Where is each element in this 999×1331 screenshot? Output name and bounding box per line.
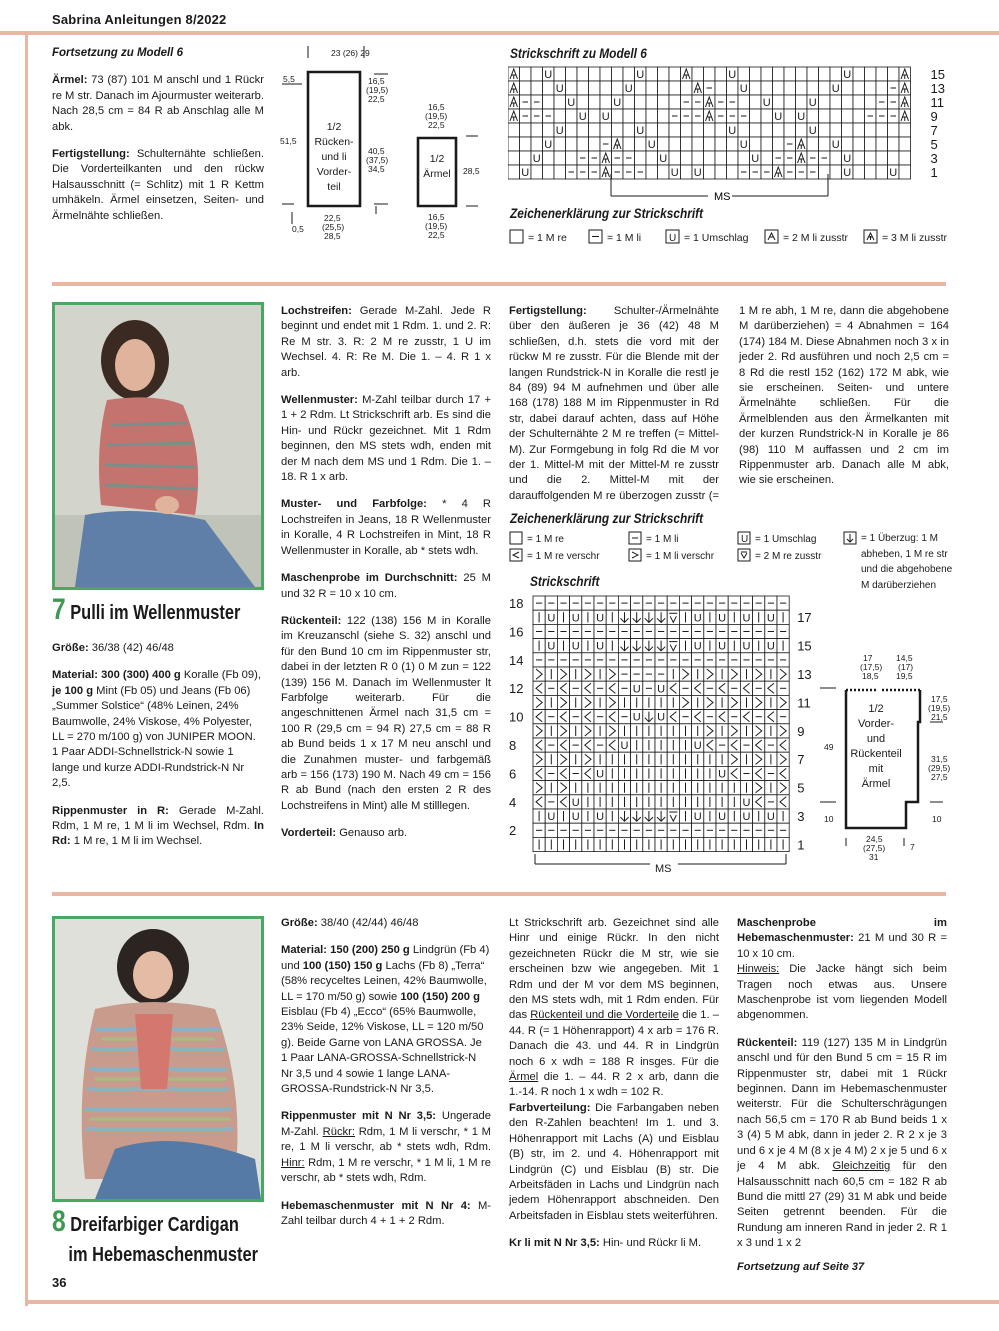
continuation-column bbox=[52, 46, 264, 236]
schematic7-right-top-0: 17,5 bbox=[931, 694, 948, 704]
model7-chart-ms-label: MS bbox=[655, 863, 672, 875]
svg-text:U: U bbox=[571, 612, 580, 625]
model7-chart-row-right: 3 bbox=[797, 809, 805, 824]
chart6-legend-4: = 3 M li zusstr bbox=[882, 232, 948, 244]
svg-text:U: U bbox=[657, 683, 666, 696]
chart6-row-number: 3 bbox=[930, 151, 938, 166]
svg-text:U: U bbox=[555, 83, 564, 95]
svg-text:U: U bbox=[797, 111, 806, 123]
svg-text:U: U bbox=[601, 111, 610, 123]
svg-text:U: U bbox=[521, 167, 530, 179]
schematic6-sleeve-bottom-2: 22,5 bbox=[428, 230, 445, 240]
model7-chart-row-left: 4 bbox=[509, 794, 517, 810]
separator-1 bbox=[52, 282, 946, 286]
model7-chart-row-right: 5 bbox=[797, 780, 805, 796]
svg-text:U: U bbox=[831, 83, 840, 95]
model7-legend-0: = 1 M re bbox=[527, 534, 564, 545]
svg-text:U: U bbox=[571, 640, 580, 653]
schematic7-top-right-1: (17) bbox=[898, 662, 914, 672]
svg-text:U: U bbox=[742, 612, 751, 625]
svg-text:U: U bbox=[742, 796, 751, 809]
chart6-row-number: 5 bbox=[930, 137, 938, 152]
svg-text:U: U bbox=[632, 683, 641, 696]
svg-text:U: U bbox=[693, 612, 702, 625]
schematic6-sleeve-bottom-0: 16,5 bbox=[428, 212, 445, 222]
svg-text:U: U bbox=[596, 811, 605, 824]
svg-text:U: U bbox=[728, 69, 737, 81]
svg-text:U: U bbox=[774, 111, 783, 123]
model8-rueckenteil: Rückenteil: 119 (127) 135 M in Lindgrün anschl und für den Bund 5 cm = 15 R im Rippenmuster str, dabei mit 1 Rückr beginnen. Dann im Hebemaschenmuster weiterstr. Für die Schulterschrägungen nach 56,5 cm = 170 R ab Bund beids 1 x 3 (4) 5 M abk, dann in jeder 2. R 2 x je 3 und 6 x je 4 M (8 x je 4 M) 2 x je 5 und 6 x je 4 M abk. Gleichzeitig für den Halsausschnitt nach 60,5 cm = 182 R ab Bund die mittl 27 (29) 31 M abk und beide Seiten getrennt beenden. Für die Rundung am inneren Rand in jeder 2. R 1 x 3 und 1 x 2 bbox=[737, 1036, 948, 1250]
chart6-row-number: 15 bbox=[930, 67, 945, 82]
model7-rippenmuster: Rippenmuster in R: Gerade M-Zahl. Rdm, 1 M re, 1 M li im Wechsel, Rdm. In Rd: 1 M re, 1 M li im Wechsel. bbox=[52, 804, 264, 848]
model8-rippenmuster: Rippenmuster mit N Nr 3,5: Ungerade M-Zahl. Rückr: Rdm, 1 M li verschr, * 1 M re, 1 M li verschr, ab * stets wdh, Rdm. Hinr: Rdm, 1 M re verschr, * 1 M li, 1 M re verschr, ab * stets wdh, Rdm. bbox=[281, 1110, 492, 1185]
svg-text:U: U bbox=[718, 768, 727, 781]
model7-chart-row-left: 18 bbox=[509, 596, 524, 611]
svg-text:U: U bbox=[693, 167, 702, 179]
model7-legend-4: = 1 M re verschr bbox=[527, 551, 600, 562]
svg-text:U: U bbox=[889, 167, 898, 179]
schematic6-bottom-1: (25,5) bbox=[322, 222, 345, 232]
model8-continued: Fortsetzung auf Seite 37 bbox=[737, 1260, 865, 1273]
svg-text:U: U bbox=[547, 612, 556, 625]
schematic7-top-left-2: 18,5 bbox=[862, 671, 879, 681]
svg-text:U: U bbox=[567, 97, 576, 109]
schematic7-label-5: Ärmel bbox=[861, 778, 891, 790]
magazine-title: Sabrina Anleitungen 8/2022 bbox=[52, 12, 227, 27]
chart6-legend-3: = 2 M li zusstr bbox=[783, 232, 849, 244]
model7-title: 7 Pulli im Wellenmuster bbox=[52, 593, 241, 626]
svg-text:U: U bbox=[613, 97, 622, 109]
svg-text:U: U bbox=[762, 97, 771, 109]
model8-material: Material: 150 (200) 250 g Lindgrün (Fb 4) und 100 (150) 150 g Lachs (Fb 8) „Terra“ (58% recyceltes Leinen, 42% Baumwolle, LL = 170 m/50 g) sowie 100 (150) 200 g Eisblau (Fb 4) „Ecco“ (65% Baumwolle, 23% Seide, 12% Viskose, LL = 120 m/50 g). Beide Garne von LANA GROSSA. Je 1 Paar LANA-GROSSA-Schnellstrick-N Nr 3,5 und 4 sowie 1 lange LANA-GROSSA-Rundstrick-N Nr 3,5. bbox=[281, 944, 490, 1096]
schematic7-right-mid-0: 31,5 bbox=[931, 754, 948, 764]
svg-text:U: U bbox=[657, 711, 666, 724]
svg-text:U: U bbox=[718, 612, 727, 625]
model8-size: Größe: 38/40 (42/44) 46/48 bbox=[281, 917, 419, 929]
chart6-row-number: 11 bbox=[930, 95, 944, 110]
model7-size: Größe: 36/38 (42) 46/48 bbox=[52, 642, 174, 654]
model7-material: Material: 300 (300) 400 g Koralle (Fb 09), je 100 g Mint (Fb 05) und Jeans (Fb 06) „Summer Solstice“ (48% Leinen, 24% Baumwolle, 24% Viskose, 4% Polyester, LL = 270 m/100 g) von JUNIPER MOON. 1 Paar ADDI-Schnellstrick-N sowie 1 lange und kurze ADDI-Rundstrick-N Nr 2,5. bbox=[52, 669, 261, 790]
schematic6-bottom-0: 22,5 bbox=[324, 213, 341, 223]
schematic7-bottom-right: 10 bbox=[932, 814, 942, 824]
svg-text:U: U bbox=[596, 640, 605, 653]
chart6-row-number: 7 bbox=[930, 123, 938, 138]
svg-text:U: U bbox=[766, 640, 775, 653]
model7-legend-6: = 2 M re zusstr bbox=[755, 551, 822, 562]
schematic7-top-left-0: 17 bbox=[863, 653, 873, 663]
svg-text:U: U bbox=[843, 69, 852, 81]
schematic6-sleeve-top-1: (19,5) bbox=[425, 111, 448, 121]
chart6-row-number: 9 bbox=[930, 109, 938, 124]
model7-chart-row-right: 7 bbox=[797, 752, 805, 768]
svg-text:U: U bbox=[555, 125, 564, 137]
svg-text:U: U bbox=[532, 153, 541, 165]
model8-kraus-links: Kr li mit N Nr 3,5: Hin- und Rückr li M. bbox=[509, 1237, 702, 1250]
schematic6-right-top-0: 16,5 bbox=[368, 76, 385, 86]
schematic7-right-top-1: (19,5) bbox=[928, 703, 951, 713]
svg-text:U: U bbox=[669, 233, 677, 244]
model7-chart-row-right: 11 bbox=[797, 695, 811, 711]
svg-text:U: U bbox=[693, 640, 702, 653]
svg-text:U: U bbox=[659, 153, 668, 165]
chart6-ms-label: MS bbox=[714, 191, 731, 201]
model7-vorderteil: Vorderteil: Genauso arb. bbox=[281, 827, 408, 840]
schematic7-label-2: und bbox=[866, 733, 886, 745]
model7-column1 bbox=[52, 641, 264, 862]
model7-chart-row-left: 12 bbox=[509, 681, 524, 697]
schematic7-right-mid-2: 27,5 bbox=[931, 772, 948, 782]
schematic7-bottom-small: 7 bbox=[910, 842, 915, 852]
chart6-legend-1: = 1 M li bbox=[607, 232, 642, 244]
model7-photo bbox=[52, 302, 264, 590]
schematic6-right-side-0: 40,5 bbox=[368, 146, 385, 156]
model8-column1 bbox=[281, 916, 491, 1241]
aermel-paragraph: Ärmel: 73 (87) 101 M anschl und 1 Rückr re M str. Danach im Ajourmuster weiterarb. Nach 28,5 cm = 84 R ab Anschlag alle M abk. bbox=[52, 74, 265, 133]
schematic6-bottom-left: 0,5 bbox=[292, 224, 304, 234]
model7-legend-5: = 1 M li verschr bbox=[646, 551, 715, 562]
model7-chart bbox=[505, 592, 820, 878]
schematic7-label-0: 1/2 bbox=[868, 703, 884, 715]
schematic6-bottom-2: 28,5 bbox=[324, 231, 341, 241]
svg-text:U: U bbox=[544, 139, 553, 151]
model7-column2 bbox=[281, 304, 491, 854]
model8-anleitung: Lt Strickschrift arb. Gezeichnet sind alle Hinr und einige Rückr. In den nicht gezeichneten Rückr die M str, wie sie erscheinen bzw wie angegeben. Mit 1 Rdm und der M vor dem MS beginnen, den MS stets wdh, mit 1 Rdm enden. Für das Rückenteil und die Vorderteile die 1. – 44. R (= 1 Höhenrapport) 4 x arb = 176 R. Danach die 43. und 44. R in Lindgrün noch 6 x wdh = 188 R insges. Für die Ärmel die 1. – 44. R 2 x arb, dann die 1.-14. R noch 1 x wdh = 102 R. bbox=[509, 917, 720, 1099]
schematic-model7 bbox=[818, 650, 953, 868]
schematic6-right-side-2: 34,5 bbox=[368, 164, 385, 174]
schematic7-label-3: Rückenteil bbox=[850, 748, 902, 760]
model7-chart-row-right: 13 bbox=[797, 667, 812, 682]
schematic6-right-top-2: 22,5 bbox=[368, 94, 385, 104]
model7-chart-row-left: 14 bbox=[509, 652, 524, 668]
separator-2 bbox=[52, 892, 946, 896]
model8-number: 8 bbox=[52, 1205, 66, 1238]
svg-text:U: U bbox=[718, 640, 727, 653]
model7-chart-row-right: 1 bbox=[797, 837, 805, 853]
continuation-label: Fortsetzung zu Modell 6 bbox=[52, 47, 183, 59]
svg-text:U: U bbox=[693, 740, 702, 753]
model7-photo-image bbox=[55, 305, 261, 587]
schematic6-left-side: 51,5 bbox=[280, 136, 297, 146]
svg-text:U: U bbox=[741, 534, 749, 545]
model7-legend-title: Zeichenerklärung zur Strickschrift bbox=[510, 510, 704, 526]
schematic7-top-right-2: 19,5 bbox=[896, 671, 913, 681]
svg-text:U: U bbox=[751, 153, 760, 165]
schematic7-bottom-1: (27,5) bbox=[863, 843, 886, 853]
model8-title: 8 Dreifarbiger Cardigan im Hebemaschenmuster bbox=[52, 1205, 258, 1266]
svg-text:U: U bbox=[843, 167, 852, 179]
svg-text:U: U bbox=[808, 97, 817, 109]
schematic7-top-left-1: (17,5) bbox=[860, 662, 883, 672]
svg-text:U: U bbox=[571, 811, 580, 824]
model8-farbverteilung: Farbverteilung: Die Farbangaben neben den R-Zahlen beachten! Im 1. und 3. Höhenrapport mit Lachs (A) und Eisblau (B) str, im 2. und 4. Höhenrapport mit Lindgrün (C) und Eisblau (B) str. Die Arbeitsfäden in Lachs und Lindgrün nach jedem Höhenrapport abschneiden. Den Arbeitsfaden in Eisblau stets weiterführen. bbox=[509, 1101, 719, 1222]
model7-chart-row-right: 15 bbox=[797, 638, 812, 654]
schematic6-body-label-4: teil bbox=[327, 181, 341, 193]
model8-column3 bbox=[737, 916, 947, 1275]
schematic6-body-label-0: 1/2 bbox=[326, 121, 342, 133]
schematic7-bottom-left: 10 bbox=[824, 814, 834, 824]
schematic6-body-label-1: Rücken- bbox=[314, 136, 354, 148]
fertigstellung-paragraph: Fertigstellung: Schulternähte schließen. Die Vorderteilkanten und den rückw Halsausschnitt (= Schlitz) mit 1 R Kettm umhäkeln. Ärmel einsetzen, Seiten- und Ärmelnähte schließen. bbox=[52, 148, 265, 222]
schematic6-sleeve-label-1: Ärmel bbox=[423, 168, 451, 180]
model7-lochstreifen: Lochstreifen: Gerade M-Zahl. Jede R beginnt und endet mit 1 Rdm. 1. und 2. R: Re M str. 3. R: 2 M re zusstr, 1 U im Wechsel. 4. R: Re M. Die 1. – 4. R 1 x arb. bbox=[281, 305, 491, 379]
model7-maschenprobe: Maschenprobe im Durchschnitt: 25 M und 32 R = 10 x 10 cm. bbox=[281, 572, 491, 600]
svg-text:U: U bbox=[718, 811, 727, 824]
svg-text:U: U bbox=[636, 69, 645, 81]
svg-text:U: U bbox=[632, 711, 641, 724]
model7-chart-row-left: 6 bbox=[509, 766, 517, 782]
svg-text:U: U bbox=[544, 69, 553, 81]
svg-text:U: U bbox=[578, 111, 587, 123]
svg-text:U: U bbox=[766, 811, 775, 824]
model7-rueckenteil: Rückenteil: 122 (138) 156 M in Koralle im Kreuzanschl (siehe S. 32) anschl und für den Bund 10 cm im Rippenmuster str, dabei in der letzten R 0 (1) 0 M zun = 122 (139) 156 M. Danach im Wellenmuster lt Farbfolge weiterarb. Für die angeschnittenen Ärmel nach 31,5 cm = 100 R (29,5 cm = 94 R) 27,5 cm = 88 R ab Bund beids 1 x 17 M neu anschl und die Zunahmen muster- und farbgemäß arb = 156 (173) 190 M. Nach 49 cm = 156 R ab Bund (nach den ersten 2 R des Lochstreifens in Mint) alle M stilllegen. bbox=[281, 614, 492, 812]
page-number: 36 bbox=[52, 1275, 67, 1290]
svg-text:U: U bbox=[739, 83, 748, 95]
schematic6-body-label-2: und li bbox=[321, 151, 347, 163]
svg-text:U: U bbox=[636, 125, 645, 137]
page-frame-top bbox=[0, 31, 999, 35]
page-frame-left bbox=[25, 31, 28, 1306]
svg-text:U: U bbox=[670, 167, 679, 179]
schematic7-left: 49 bbox=[824, 742, 834, 752]
svg-text:U: U bbox=[596, 612, 605, 625]
model8-maschenprobe: Maschenprobe im Hebemaschenmuster: 21 M und 30 R = 10 x 10 cm. bbox=[737, 917, 948, 960]
svg-text:U: U bbox=[742, 640, 751, 653]
schematic-model6 bbox=[278, 44, 498, 246]
chart6-legend bbox=[508, 228, 953, 246]
chart6-title: Strickschrift zu Modell 6 bbox=[510, 45, 647, 61]
schematic6-sleeve-bottom-1: (19,5) bbox=[425, 221, 448, 231]
svg-text:U: U bbox=[624, 83, 633, 95]
svg-text:U: U bbox=[647, 139, 656, 151]
model7-legend-1: = 1 M li bbox=[646, 534, 679, 545]
schematic7-right-top-2: 21,5 bbox=[931, 712, 948, 722]
svg-text:U: U bbox=[596, 768, 605, 781]
svg-text:U: U bbox=[808, 125, 817, 137]
svg-text:U: U bbox=[742, 811, 751, 824]
model7-chart-row-right: 9 bbox=[797, 723, 805, 739]
svg-text:U: U bbox=[620, 740, 629, 753]
chart6-legend-title: Zeichenerklärung zur Strickschrift bbox=[510, 205, 704, 221]
chart6-grid bbox=[508, 66, 953, 201]
svg-text:U: U bbox=[547, 640, 556, 653]
model8-column2 bbox=[509, 916, 719, 1264]
schematic6-right-side-1: (37,5) bbox=[366, 155, 389, 165]
model7-chart-title: Strickschrift bbox=[530, 573, 600, 589]
schematic6-sleeve-label-0: 1/2 bbox=[429, 153, 445, 165]
chart6-legend-2: = 1 Umschlag bbox=[684, 232, 749, 244]
schematic6-body-label-3: Vorder- bbox=[316, 166, 352, 178]
model7-chart-row-left: 8 bbox=[509, 738, 517, 753]
model7-chart-row-left: 10 bbox=[509, 709, 524, 725]
schematic6-left-top: 5,5 bbox=[283, 74, 295, 84]
model7-fertigstellung: Fertigstellung: Schulter-/Ärmelnähte über den äußeren je 36 (42) 48 M schließen, d.h. stets die vord mit der rückw M re zusstr. Für die Blende mit der langen Rundstrick-N in Koralle die restl je 84 (89) 94 M aufnehmen und über alle 168 (178) 188 M im Rippenmuster in Rd str, dabei darauf achten, dass auf Höhe der Schulternähte 2 M re treffen (= Mittel-M). Zur Formgebung in folg Rd die M vor der 1. Mittel-M mit der Mittel-M re zusstr und die 2. Mittel-M mit der darauffolgenden M re überzogen zusstr (= 1 M re abh, 1 M re, dann die abgehobene M darüberziehen) = 4 Abnahmen = 164 (174) 184 M. Diese Abnahmen noch 3 x in jeder 2. Rd ausführen und noch 2,5 cm = 8 Rd die restl 152 (162) 172 M abk, wie sie erscheinen. Seiten- und untere Ärmelnähte schließen. Für die Ärmelblenden aus den Ärmelkanten mit der kurzen Rundstrick-N in Koralle je 86 (98) 110 M auffassen und 2 cm im Rippenmuster arb. Danach alle M abk, wie sie erscheinen. bbox=[509, 305, 949, 502]
schematic6-sleeve-top-2: 22,5 bbox=[428, 120, 445, 130]
model8-photo-image bbox=[55, 919, 261, 1199]
svg-text:U: U bbox=[831, 139, 840, 151]
svg-text:U: U bbox=[739, 139, 748, 151]
page-frame-bottom bbox=[25, 1300, 999, 1304]
svg-text:U: U bbox=[547, 811, 556, 824]
schematic7-label-4: mit bbox=[868, 763, 884, 775]
schematic7-top-right-0: 14,5 bbox=[896, 653, 913, 663]
chart6-row-number: 1 bbox=[930, 165, 938, 180]
svg-text:U: U bbox=[843, 153, 852, 165]
chart6-legend-0: = 1 M re bbox=[528, 232, 567, 244]
model7-chart-row-left: 16 bbox=[509, 624, 524, 640]
chart6-row-number: 13 bbox=[930, 81, 945, 96]
schematic6-sleeve-top-0: 16,5 bbox=[428, 102, 445, 112]
model7-chart-row-right: 17 bbox=[797, 610, 812, 626]
schematic6-sleeve-side: 28,5 bbox=[463, 166, 480, 176]
model8-hinweis: Hinweis: Die Jacke hängt sich beim Tragen noch etwas aus. Unsere Maschenprobe ist vom liegenden Modell abgenommen. bbox=[737, 963, 948, 1022]
schematic7-label-1: Vorder- bbox=[857, 718, 895, 730]
schematic7-bottom-0: 24,5 bbox=[866, 834, 883, 844]
model8-hebemaschenmuster: Hebemaschenmuster mit N Nr 4: M-Zahl teilbar durch 4 + 1 + 2 Rdm. bbox=[281, 1199, 491, 1227]
model8-photo bbox=[52, 916, 264, 1202]
schematic7-bottom-2: 31 bbox=[869, 852, 879, 862]
schematic6-top-measure: 23 (26) 29 bbox=[331, 48, 370, 58]
model7-legend-2: = 1 Umschlag bbox=[755, 534, 817, 545]
svg-text:U: U bbox=[766, 612, 775, 625]
schematic6-right-top-1: (19,5) bbox=[366, 85, 389, 95]
schematic7-right-mid-1: (29,5) bbox=[928, 763, 951, 773]
model7-legend-ueberzug: = 1 Überzug: 1 M abheben, 1 M re str und die abgehobene M darüberziehen bbox=[861, 533, 953, 591]
svg-text:U: U bbox=[693, 811, 702, 824]
svg-text:U: U bbox=[728, 125, 737, 137]
model7-wellenmuster: Wellenmuster: M-Zahl teilbar durch 17 + 1 + 2 Rdm. Lt Strickschrift arb. Es sind die Hin- und Rückr gezeichnet. Mit 1 Rdm beginnen, den MS stets wdh, enden mit der M nach dem MS und 1 Rdm. Die 1. – 18. R 1 x arb. bbox=[281, 394, 491, 484]
svg-text:U: U bbox=[571, 796, 580, 809]
model7-chart-row-left: 2 bbox=[509, 823, 517, 839]
model7-number: 7 bbox=[52, 593, 66, 626]
model7-farbfolge: Muster- und Farbfolge: * 4 R Lochstreifen in Jeans, 18 R Wellenmuster in Koralle, 4 R Lochstreifen in Mint, 18 R Wellenmuster in Koralle, ab * stets wdh. bbox=[281, 498, 492, 557]
